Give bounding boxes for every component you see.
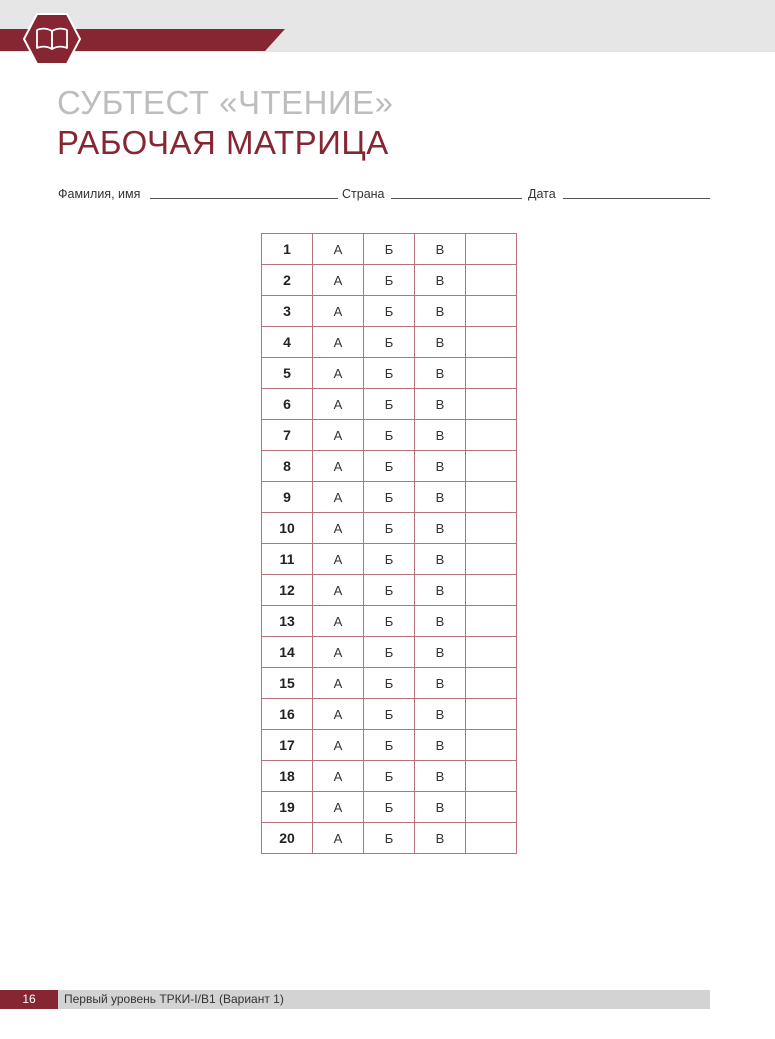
answer-mark-cell[interactable] bbox=[466, 730, 517, 761]
subtest-title: СУБТЕСТ «ЧТЕНИЕ» bbox=[57, 84, 394, 121]
answer-option[interactable]: В bbox=[415, 296, 466, 327]
answer-option[interactable]: А bbox=[313, 513, 364, 544]
answer-option[interactable]: Б bbox=[364, 513, 415, 544]
answer-option[interactable]: В bbox=[415, 482, 466, 513]
question-number: 15 bbox=[262, 668, 313, 699]
answer-option[interactable]: Б bbox=[364, 265, 415, 296]
answer-mark-cell[interactable] bbox=[466, 668, 517, 699]
answer-option[interactable]: Б bbox=[364, 389, 415, 420]
question-number: 8 bbox=[262, 451, 313, 482]
answer-option[interactable]: А bbox=[313, 823, 364, 854]
matrix-row bbox=[262, 761, 517, 792]
question-number: 7 bbox=[262, 420, 313, 451]
answer-mark-cell[interactable] bbox=[466, 358, 517, 389]
question-number: 5 bbox=[262, 358, 313, 389]
matrix-title: РАБОЧАЯ МАТРИЦА bbox=[57, 124, 389, 161]
answer-option[interactable]: В bbox=[415, 544, 466, 575]
answer-mark-cell[interactable] bbox=[466, 482, 517, 513]
page-number: 16 bbox=[0, 990, 58, 1009]
matrix-row bbox=[262, 792, 517, 823]
answer-mark-cell[interactable] bbox=[466, 420, 517, 451]
answer-mark-cell[interactable] bbox=[466, 296, 517, 327]
question-number: 6 bbox=[262, 389, 313, 420]
answer-option[interactable]: В bbox=[415, 451, 466, 482]
answer-option[interactable]: Б bbox=[364, 234, 415, 265]
answer-option[interactable]: В bbox=[415, 699, 466, 730]
answer-option[interactable]: Б bbox=[364, 637, 415, 668]
answer-option[interactable]: Б bbox=[364, 761, 415, 792]
question-number: 12 bbox=[262, 575, 313, 606]
date-label: Дата bbox=[528, 187, 556, 201]
question-number: 10 bbox=[262, 513, 313, 544]
answer-option[interactable]: В bbox=[415, 761, 466, 792]
answer-option[interactable]: Б bbox=[364, 544, 415, 575]
answer-option[interactable]: А bbox=[313, 482, 364, 513]
answer-option[interactable]: А bbox=[313, 761, 364, 792]
answer-option[interactable]: В bbox=[415, 358, 466, 389]
answer-option[interactable]: Б bbox=[364, 482, 415, 513]
answer-mark-cell[interactable] bbox=[466, 761, 517, 792]
answer-option[interactable]: А bbox=[313, 668, 364, 699]
answer-option[interactable]: В bbox=[415, 668, 466, 699]
answer-option[interactable]: А bbox=[313, 296, 364, 327]
answer-option[interactable]: А bbox=[313, 451, 364, 482]
matrix-row bbox=[262, 482, 517, 513]
answer-mark-cell[interactable] bbox=[466, 699, 517, 730]
answer-option[interactable]: Б bbox=[364, 358, 415, 389]
matrix-row bbox=[262, 420, 517, 451]
answer-option[interactable]: Б bbox=[364, 296, 415, 327]
answer-mark-cell[interactable] bbox=[466, 823, 517, 854]
question-number: 2 bbox=[262, 265, 313, 296]
matrix-row bbox=[262, 234, 517, 265]
answer-option[interactable]: Б bbox=[364, 451, 415, 482]
question-number: 20 bbox=[262, 823, 313, 854]
answer-option[interactable]: В bbox=[415, 792, 466, 823]
question-number: 19 bbox=[262, 792, 313, 823]
answer-option[interactable]: В bbox=[415, 389, 466, 420]
answer-option[interactable]: В bbox=[415, 637, 466, 668]
answer-option[interactable]: В bbox=[415, 234, 466, 265]
answer-option[interactable]: А bbox=[313, 637, 364, 668]
answer-option[interactable]: В bbox=[415, 265, 466, 296]
matrix-row bbox=[262, 606, 517, 637]
answer-mark-cell[interactable] bbox=[466, 327, 517, 358]
answer-option[interactable]: В bbox=[415, 420, 466, 451]
date-line[interactable] bbox=[563, 198, 710, 199]
matrix-row bbox=[262, 668, 517, 699]
answer-mark-cell[interactable] bbox=[466, 575, 517, 606]
matrix-row bbox=[262, 730, 517, 761]
matrix-row bbox=[262, 823, 517, 854]
matrix-row bbox=[262, 699, 517, 730]
answer-mark-cell[interactable] bbox=[466, 234, 517, 265]
question-number: 16 bbox=[262, 699, 313, 730]
matrix-row bbox=[262, 451, 517, 482]
answer-option[interactable]: А bbox=[313, 606, 364, 637]
open-book-icon bbox=[22, 12, 82, 66]
answer-mark-cell[interactable] bbox=[466, 265, 517, 296]
question-number: 9 bbox=[262, 482, 313, 513]
matrix-row bbox=[262, 296, 517, 327]
matrix-row bbox=[262, 575, 517, 606]
matrix-row bbox=[262, 358, 517, 389]
answer-mark-cell[interactable] bbox=[466, 513, 517, 544]
answer-option[interactable]: Б bbox=[364, 575, 415, 606]
question-number: 13 bbox=[262, 606, 313, 637]
matrix-row bbox=[262, 637, 517, 668]
answer-matrix bbox=[261, 233, 517, 854]
answer-option[interactable]: Б bbox=[364, 606, 415, 637]
answer-option[interactable]: Б bbox=[364, 730, 415, 761]
matrix-row bbox=[262, 389, 517, 420]
name-label: Фамилия, имя bbox=[58, 187, 141, 201]
answer-option[interactable]: В bbox=[415, 730, 466, 761]
answer-mark-cell[interactable] bbox=[466, 637, 517, 668]
answer-option[interactable]: В bbox=[415, 823, 466, 854]
answer-option[interactable]: Б bbox=[364, 420, 415, 451]
student-info-fields bbox=[58, 187, 710, 207]
answer-option[interactable]: А bbox=[313, 575, 364, 606]
answer-option[interactable]: А bbox=[313, 730, 364, 761]
answer-option[interactable]: А bbox=[313, 792, 364, 823]
answer-option[interactable]: Б bbox=[364, 699, 415, 730]
matrix-row bbox=[262, 265, 517, 296]
answer-option[interactable]: А bbox=[313, 327, 364, 358]
question-number: 4 bbox=[262, 327, 313, 358]
answer-mark-cell[interactable] bbox=[466, 606, 517, 637]
question-number: 18 bbox=[262, 761, 313, 792]
answer-option[interactable]: Б bbox=[364, 327, 415, 358]
answer-option[interactable]: А bbox=[313, 699, 364, 730]
answer-option[interactable]: Б bbox=[364, 792, 415, 823]
answer-mark-cell[interactable] bbox=[466, 544, 517, 575]
answer-option[interactable]: Б bbox=[364, 668, 415, 699]
question-number: 14 bbox=[262, 637, 313, 668]
answer-option[interactable]: А bbox=[313, 389, 364, 420]
footer-text: Первый уровень ТРКИ-I/B1 (Вариант 1) bbox=[64, 992, 284, 1006]
answer-option[interactable]: А bbox=[313, 420, 364, 451]
matrix-row bbox=[262, 513, 517, 544]
answer-option[interactable]: А bbox=[313, 265, 364, 296]
country-label: Страна bbox=[342, 187, 385, 201]
answer-option[interactable]: В bbox=[415, 606, 466, 637]
answer-option[interactable]: А bbox=[313, 234, 364, 265]
answer-option[interactable]: Б bbox=[364, 823, 415, 854]
answer-option[interactable]: А bbox=[313, 358, 364, 389]
answer-option[interactable]: А bbox=[313, 544, 364, 575]
matrix-row bbox=[262, 327, 517, 358]
answer-option[interactable]: В bbox=[415, 327, 466, 358]
question-number: 17 bbox=[262, 730, 313, 761]
country-line[interactable] bbox=[391, 198, 522, 199]
question-number: 11 bbox=[262, 544, 313, 575]
answer-mark-cell[interactable] bbox=[466, 389, 517, 420]
question-number: 3 bbox=[262, 296, 313, 327]
answer-option[interactable]: В bbox=[415, 575, 466, 606]
answer-mark-cell[interactable] bbox=[466, 792, 517, 823]
matrix-row bbox=[262, 544, 517, 575]
name-line[interactable] bbox=[150, 198, 338, 199]
answer-option[interactable]: В bbox=[415, 513, 466, 544]
question-number: 1 bbox=[262, 234, 313, 265]
answer-mark-cell[interactable] bbox=[466, 451, 517, 482]
